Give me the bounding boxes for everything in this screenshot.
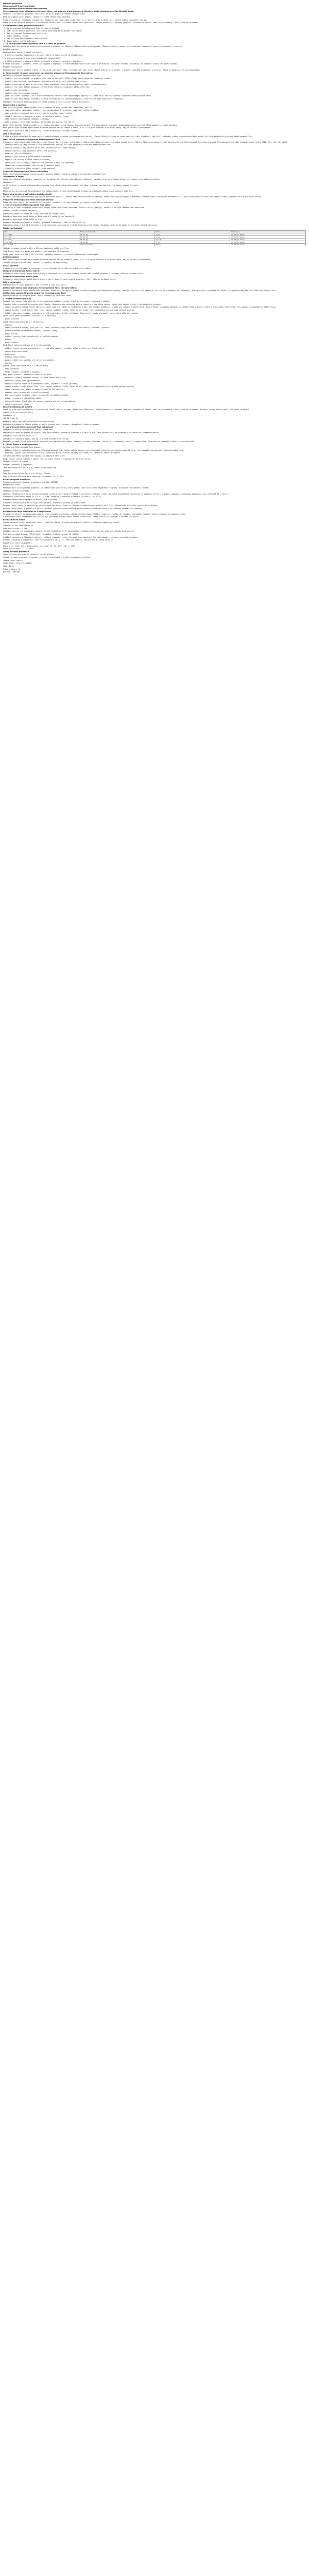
table-cell: 2,5 mg	[154, 239, 230, 241]
section-heading: Těhotenství a kojení	[3, 176, 24, 178]
paragraph: Kojení	[3, 187, 9, 190]
table-cell: 5-9 let	[4, 239, 79, 241]
paragraph: Biotransformace: Metoklopramid se metabolizuje v játrech.	[3, 498, 58, 501]
paragraph: Pokud se u Vás vyskytne kterýkoli z nežádoucích účinků, sdělte to svému lékaři nebo lékárníkovi. Stejně postupujte v případě jakýchkoli nežádoucích účinků, které nejsou uvedeny v této příbalové informaci.	[3, 22, 199, 24]
paragraph: Mezi jednotlivými dávkami metoklopramidu musíte dodržet odstup alespoň 6 hodin, a to i v případě zvracení a vyloučení dávky, aby se zabránilo předávkování.	[3, 259, 152, 261]
section-heading: Upozornění a opatření	[3, 104, 27, 106]
section-heading: Přípravek Metoclopramid Teva obsahuje laktózu	[3, 198, 54, 201]
paragraph: Informujte svého lékaře, pokud máte problémy s ledvinami. Jestliže máte středně závažné nebo závažné problémy s ledvinami, měla by se dávka snížit.	[3, 273, 144, 275]
paragraph: Jiné lékové formy/síly mohou být vhodnější pro podávání této populaci.	[3, 250, 71, 252]
paragraph: Prevence opožděné nevolnosti a zvracení způsobené chemoterapií (děti ve věku 1-18 let)	[3, 221, 86, 224]
paragraph: Informujte svého lékaře, pokud máte problémy s játry. Jestliže máte závažné problémy s játry, měla by se dávka snížit.	[3, 278, 116, 281]
paragraph: Ponechte si příbalovou informaci pro případ, že si ji budete potřebovat přečíst znovu.	[3, 13, 86, 15]
paragraph: Během léčby metoklopramidem nepijte alkohol, protože zvyšuje sedativní účinek přípravku Metoclopramid Teva.	[3, 173, 106, 175]
paragraph: - jestliže máte krvácení, neprůchodnost nebo perforaci (protržení) žaludku nebo střeva,	[3, 80, 87, 82]
paragraph: Neužívejte přípravek Metoclopramid Teva	[3, 74, 41, 77]
paragraph: Tento přípravek byl předepsán výhradně Vám. Nedávejte jej žádné další osobě. Mohl by jí ublížit, a to i tehdy, má-li stejné známky onemocnění jako Vy.	[3, 19, 147, 21]
paragraph: Nepodávejte přípravek Metoclopramid Teva dětem mladším 1 roku (viz níže Děti a dospívající).	[3, 100, 92, 103]
paragraph: - nekontrolovatelné pohyby, jako jsou tiky, třes, kroutivé pohyby nebo svalové kontraktury (ztuhlost, rigidita),	[3, 327, 111, 329]
document-section	[3, 298, 306, 405]
paragraph: - pomalý srdeční tep (zejména při nitrožilním podání),	[3, 359, 55, 361]
paragraph: Nevyhazujte žádné léčivé přípravky do odpadních vod nebo domácího odpadu. Zeptejte se svého lékárníka, jak naložit s přípravky, které již nepoužíváte. Tato opatření pomáhají chránit životní prostředí.	[3, 440, 195, 443]
paragraph: - jestliže jste někdy měl(a) abnormální hladiny krevního barviva (methemoglobinemii) nebo deficit NADH cytochrom-b5 reduktázy.	[3, 98, 124, 100]
paragraph: Metoklopramid se nesmí používat u dětí mladších 1 roku (viz bod 2).	[3, 283, 67, 286]
document-section	[3, 519, 306, 550]
section-heading: Farmaceutické údaje	[3, 519, 25, 521]
paragraph: Léková forma: tableta	[3, 559, 24, 562]
section-heading: 3. Jak se přípravek Metoclopramid Teva užívá	[3, 204, 50, 207]
paragraph: Státní ústav pro kontrolu léčiv	[3, 411, 33, 414]
section-heading: Starší pacienti	[3, 264, 19, 267]
header-line: Metoclopramidi hydrochloridum monohydricum	[3, 7, 47, 10]
paragraph: Doporučená jednotlivá dávka je 10 mg, opakovaně až třikrát denně.	[3, 212, 66, 215]
paragraph: V závislosti na problémech s ledvinami, játry a celkovém zdraví může být nutné snížit dávku.	[3, 267, 92, 269]
table-cell: Více než 60 kg	[79, 244, 154, 246]
paragraph: - jste někdy měl(a) abnormální srdeční rytmus (prodloužení QT intervalu) nebo jiné srdeční problémy,	[3, 109, 99, 112]
table-row	[4, 244, 306, 246]
document-section	[3, 426, 306, 443]
paragraph: - deprese,	[3, 324, 13, 326]
paragraph: Porucha funkce ledvin: U pacientů se závažnou poruchou funkce ledvin se clearance metoklopramidu snižuje až o 70 % a plazmatický eliminační poločas se prodlužuje.	[3, 504, 159, 507]
paragraph: - Pomocnými látkami jsou monohydrát laktózy, kukuřičný škrob, koloidní bezvodý oxid křemičitý, želatina, magnesium-stearát.	[3, 452, 122, 454]
paragraph: - vysoká horečka, vysoký krevní tlak, křeče, pocení, zvýšené slinění. Mohou to být známky stavu nazývaného neuroleptický maligní syndrom,	[3, 385, 135, 388]
paragraph: - jestliže máte epilepsii,	[3, 89, 28, 92]
paragraph: Cesta podání: perorální podání	[3, 562, 32, 565]
paragraph: Okamžitě kontaktujte svého lékaře nebo lékárníka. Mohou se u Vás objevit nekontrolovatelné pohyby (extrapyramidové poruchy), mohl(a) byste se cítit ospalý(á), mít potíže s vědomím, být zmatený(á), mít halucinace a problémy se srdcem. V případě potřeby Vám lékař může tyto účinky léčit.	[3, 289, 277, 292]
paragraph: Maximální doporučená denní dávka je 30 mg nebo 0,5 mg/kg tělesné hmotnosti.	[3, 215, 75, 218]
paragraph: Pokud Vám lékař sdělil, že nesnášíte některé cukry, poraďte se se svým lékařem, než začnete tento léčivý přípravek užívat.	[3, 201, 121, 204]
section-heading: Způsob podání	[3, 256, 19, 259]
paragraph: - příznaky podobné Parkinsonově chorobě (rigidita, třes),	[3, 329, 58, 332]
paragraph: - jestliže máte nebo by mohl(a) mít vzácný nádor nadledvin, který se nachází blízko ledvin (feochromocytom),	[3, 83, 107, 86]
section-heading: Děti a dospívající	[3, 132, 21, 135]
paragraph: Jak přípravek Metoclopramid Teva vypadá a co obsahuje toto balení	[3, 455, 66, 457]
document-section	[3, 287, 306, 292]
table-cell: Až 3krát denně	[230, 244, 306, 246]
paragraph: - máte jakékoli neurologické (mozkové) problémy,	[3, 118, 49, 121]
document-body	[3, 7, 306, 573]
paragraph: - abnormální rozvoj prsů (gynekomastie),	[3, 379, 42, 382]
paragraph: - změny srdečního tepu, které se mohou projevit na EKG vyšetření,	[3, 388, 66, 391]
paragraph: - máte problémy s játry nebo ledvinami. Dávka může být snížena (viz bod 3).	[3, 121, 75, 124]
paragraph: - zvýšené hladiny hormonu prolaktinu v krvi, což může způsobit: produkci mléka u mužů a žen, které nekojí,	[3, 347, 105, 350]
paragraph: Časté (mohou postihnout až 1 z 10 pacientů)	[3, 320, 45, 323]
paragraph: Tato příbalová informace byla naposledy revidována: 12. 3. 2020	[3, 475, 64, 478]
paragraph: Inkompatibility: Neuplatňuje se.	[3, 524, 34, 527]
section-heading: Další léčivé přípravky a přípravek Metoclopramid Teva	[3, 138, 60, 141]
section-heading: Dospělí se zhoršenou funkcí jater	[3, 276, 38, 278]
paragraph: - svědění nebo kožní vyrážka, otok obličeje, rtů nebo hrdla, obtíže s dýcháním. Mohou to být známky alergické reakce, která může být závažná.	[3, 312, 139, 314]
paragraph: - křeče (zejména u pacientů s epilepsií).	[3, 370, 43, 373]
paragraph: Máte-li jakékoli další otázky, zeptejte se svého lékaře nebo lékárníka.	[3, 15, 72, 18]
document-section	[3, 199, 306, 204]
paragraph: - anticholinergika (léky užívané ke zmírnění žaludečních křečí nebo spasmů),	[3, 147, 76, 149]
paragraph: - jakékoli léky užívané k léčbě duševních problémů,	[3, 156, 52, 158]
section-heading: Výdej léčivého přípravku	[3, 551, 29, 553]
paragraph: V dlouhodobé studii kancerogenity u potkanů byl pozorován zvýšený výskyt nádorů mléčné žlázy, které souvisí se zvýšenými hladinami prolaktinu.	[3, 516, 140, 518]
paragraph: Teva Pharmaceuticals CR, s.r.o., Praha, Česká republika	[3, 466, 56, 469]
paragraph: Mechanismus účinku	[3, 484, 21, 486]
table-cell: 2 mg	[154, 236, 230, 239]
paragraph: - jestliže máte Parkinsonovu chorobu,	[3, 92, 39, 94]
document-section	[3, 551, 306, 573]
section-heading: 4. Možné nežádoucí účinky	[3, 297, 31, 300]
paragraph: Ve studiích toxicity po opakovaném podávání a ve studiích genotoxicity nebyly zjištěny žádné zvláštní riziko pro člověka. Ve studiích reprodukční toxicity nebyly prokázány teratogenní účinky.	[3, 513, 186, 515]
paragraph: - Léčivou látkou je metoclopramidi hydrochloridum monohydricum. Jedna tableta obsahuje metoclopramidi hydrochloridum monohydricum 10,54 mg, což odpovídá metoclopramidi hydrochloridum 10 mg.	[3, 449, 185, 451]
paragraph: - šok (silný pokles krevního tlaku) (zejména při nitrožilním podání),	[3, 394, 70, 397]
document-section	[3, 406, 306, 426]
paragraph: Podobně jako všechny léky může mít i tento přípravek nežádoucí účinky, které se ale nemusí vyskytnout u každého.	[3, 300, 111, 302]
paragraph: - abnormální hladiny krevního barviva, což může změnit barvu kůže,	[3, 377, 66, 379]
document-section	[3, 171, 306, 175]
document-section	[3, 25, 306, 42]
paragraph: Výrobce	[3, 469, 10, 472]
paragraph: Farmakokinetické vlastnosti	[3, 489, 29, 492]
paragraph: Zvláštní opatření pro likvidaci přípravku: Veškerý nepoužitý léčivý přípravek nebo odpad musí být zlikvidován v souladu s místními požadavky.	[3, 536, 139, 538]
section-heading: 2. Čemu musíte věnovat pozornost, než začnete přípravek Metoclopramid Teva užívat	[3, 72, 93, 74]
paragraph: Vzácné (mohou postihnout až 1 z 1 000 pacientů)	[3, 365, 48, 367]
toc-item: 5. Jak přípravek Metoclopramid Teva uchovávat	[4, 38, 47, 40]
paragraph: Tablety se nemají užívat u dětí s tělesnou hmotností nižší než 61 kg.	[3, 247, 70, 250]
document-section	[3, 281, 306, 286]
paragraph: Nepoužívejte tento přípravek po uplynutí doby použitelnosti uvedené na krabičce a blistru za EXP. Doba použitelnosti se vztahuje k poslednímu dni uvedeného měsíce.	[3, 432, 160, 434]
paragraph: Druh obalu a obsah balení: PVC/Al blistr, krabička. Velikost balení: 50 tablet.	[3, 533, 79, 535]
toc-item: 4. Možné nežádoucí účinky	[4, 35, 28, 37]
paragraph: 100 41 Praha 10	[3, 417, 18, 420]
paragraph: - mdloby (zejména při nitrožilním podání),	[3, 397, 44, 400]
paragraph: - alergie.	[3, 362, 13, 364]
paragraph: Seznam pomocných látek: monohydrát laktózy, kukuřičný škrob, koloidní bezvodý oxid křemičitý, želatina, magnesium-stearát.	[3, 521, 121, 524]
paragraph: Mezi jednotlivými dávkami metoklopramidu musíte dodržet odstup alespoň 6 hodin, a to i v případě zvracení a vyloučení dávky, aby se zabránilo předávkování.	[3, 127, 152, 129]
paragraph: - průjem,	[3, 338, 12, 341]
paragraph: Zvláštní opatření pro uchovávání: Uchovávejte při teplotě do 25 °C. Uchovávejte v původním obalu, aby byl přípravek chráněn před světlem.	[3, 530, 135, 533]
document-section	[3, 104, 306, 132]
table-header-cell: Dávka	[154, 231, 230, 233]
paragraph: Nahlášením nežádoucích účinků můžete přispět k získání více informací o bezpečnosti tohoto přípravku.	[3, 423, 100, 426]
paragraph: Držitel rozhodnutí o registraci: Teva Pharmaceuticals CR, s.r.o., Radlická 3185/1c, 150 00 Praha 5, Česká republika	[3, 539, 114, 541]
document-section	[3, 227, 306, 256]
paragraph: Dospělá populace	[3, 48, 19, 50]
toc-item: 2. Čemu musíte věnovat pozornost, než začnete přípravek Metoclopramid Teva užívat	[4, 30, 82, 32]
paragraph: Vždy užívejte tento přípravek přesně podle pokynů svého lékaře nebo lékárníka. Pokud si nejste jistý(á), poraďte se se svým lékařem nebo lékárníkem.	[3, 207, 145, 209]
paragraph: - digoxin (lék užívaný k léčbě srdečního selhání),	[3, 158, 52, 161]
paragraph: - k prevenci opožděné nevolnosti a zvracení, které se mohou objevit po chemoterapii,	[3, 54, 84, 57]
section-heading: 6. Obsah balení a další informace	[3, 443, 38, 446]
paragraph: - nepravidelné menstruace,	[3, 350, 28, 352]
document-section	[3, 72, 306, 104]
paragraph: Šrobárova 48	[3, 414, 15, 417]
paragraph: - pocit slabosti.	[3, 341, 20, 344]
paragraph: Uchovávejte při teplotě do 25 °C.	[3, 434, 35, 437]
paragraph: - vysoká horečka, vysoký krevní tlak, křeče, pocení, zvýšené slinění. Mohou to být známky stavu nazývaného neuroleptický maligní syndrom.	[3, 309, 135, 312]
paragraph: Metoclopramid Teva se používá u dětí (ve věku 1-18 let) pouze tehdy, jestliže jiné léky nejsou účinné nebo je nelze použít, k prevenci opožděné nevolnosti a zvracení, které se mohou objevit po chemoterapii.	[3, 69, 201, 71]
paragraph: Distribuce: Distribuční objem je 2,2 až 3,4 l/kg. Vazba na plazmatické bílkoviny je nízká (13 až 22 %).	[3, 496, 102, 498]
table-cell: 1 mg	[154, 233, 230, 236]
paragraph: - deriváty morfinu (léky užívané k léčbě silné bolesti),	[3, 149, 57, 152]
document-section	[3, 276, 306, 280]
document-section	[3, 133, 306, 138]
paragraph: Metoclopramid Teva se u dospělých používá:	[3, 51, 44, 54]
paragraph: - mivakurium a suxamethonium (léky užívané k uvolnění svalů),	[3, 164, 62, 167]
paragraph: Kód SÚKL: 0002148	[3, 571, 20, 573]
paragraph: Bílé, kulaté, ploché tablety s půlicí rýhou na jedné straně a vyraženým „M“ na druhé straně.	[3, 457, 92, 460]
paragraph: - máte problémy s hladinami solí v krvi, jako je draslík, sodík a hořčík,	[3, 112, 73, 114]
section-heading: Dospělí se zhoršenou funkcí ledvin	[3, 270, 40, 273]
paragraph: Doporučená dávka je 0,1 až 0,15 mg/kg tělesné hmotnosti, opakovaně až třikrát denně perorálně (ústy). Maximální dávka za 24 hodin je 0,5 mg/kg tělesné hmotnosti.	[3, 224, 158, 227]
table-cell: 5 mg	[154, 241, 230, 244]
paragraph: Přerušte léčbu a okamžitě informujte svého lékaře, lékárníka nebo zdravotní sestru, pokud se u Vás během užívání tohoto léku objeví některý z následujících příznaků:	[3, 303, 162, 306]
section-heading: Hlášení nežádoucích účinků	[3, 406, 32, 409]
paragraph: Datum první registrace / prodloužení registrace: 14. 12. 1970 / 28. 1. 2015	[3, 545, 75, 547]
paragraph: Léčba nesmí trvat déle než 5 dní k prevenci opožděné nevolnosti a zvracení způsobených chemoterapií.	[3, 253, 99, 256]
paragraph: - jestliže jste někdy měl(a) mimovolní svalové křeče (tardivní dyskinezi) během léčby léky,	[3, 86, 91, 89]
paragraph: Velikost balení: 50 tablet.	[3, 461, 29, 463]
paragraph: - pocit ospalosti.	[3, 318, 21, 320]
table-cell: Až 3krát denně	[230, 236, 306, 239]
section-heading: 1. Co je přípravek Metoclopramid Teva a k čemu se používá	[3, 43, 65, 45]
paragraph: Co přípravek Metoclopramid Teva obsahuje	[3, 446, 42, 448]
toc-item: 3. Jak se přípravek Metoclopramid Teva užívá	[4, 32, 46, 35]
paragraph: Webové stránky: www.sukl.cz/nahlasit-nezadouci-ucinek	[3, 420, 54, 423]
paragraph: Uchovávejte tento přípravek mimo dohled a dosah dětí.	[3, 429, 54, 431]
section-heading: Dávkovací tabulka	[3, 227, 23, 230]
paragraph: - velmi vysoký krevní tlak.	[3, 403, 29, 405]
document-section	[3, 270, 306, 275]
paragraph: - jestliže jste alergický(á) na metoklopramid nebo na kteroukoli další složku tohoto přípravku (uvedenou v bodě 6),	[3, 77, 114, 80]
paragraph: - fluoxetin a paroxetin (léky užívané k léčbě deprese).	[3, 167, 56, 170]
toc-item: 6. Obsah balení a další informace	[4, 40, 36, 42]
paragraph: - k prevenci nevolnosti a zvracení způsobených radioterapií,	[3, 57, 61, 60]
paragraph: Velmi časté (mohou postihnout více než 1 z 10 pacientů)	[3, 315, 56, 317]
paragraph: Pokud jste těhotná nebo kojíte, domníváte se, že můžete být těhotná, nebo plánujete otěhotnět, poraďte se se svým lékařem dříve, než začnete tento přípravek užívat.	[3, 178, 161, 181]
paragraph: Všechny indikace (dospělí pacienti)	[3, 209, 37, 212]
document-section	[3, 176, 306, 192]
paragraph: Registrační číslo: 20/021/70-C	[3, 542, 32, 545]
paragraph: Metoklopramid je antagonista dopaminu s antiemetickými vlastnostmi, který působí také na periferní dopaminové receptory. Urychluje vyprazdňování žaludku.	[3, 487, 150, 489]
paragraph: U dětí a mladých dospělých se mohou objevit nekontrolovatelné pohyby (extrapyramidové poruchy). Tento léčivý přípravek se nesmí používat u dětí mladších 1 roku kvůli zvýšenému riziku nekontrolovatelných pohybů (viz výše Neužívejte přípravek Metoclopramid Teva).	[3, 135, 254, 138]
section-heading: 5. Jak přípravek Metoclopramid Teva uchovávat	[3, 426, 53, 429]
paragraph: Držitel rozhodnutí o registraci	[3, 464, 33, 466]
paragraph: - jestliže užíváte levodopu (lék k léčbě Parkinsonovy choroby) nebo dopaminergní agonisty (viz níže Další léčivé přípravky a přípravek Metoclopramid Teva),	[3, 95, 152, 97]
table-cell: 9-18 let	[4, 241, 79, 244]
paragraph: Uchovávejte v původním obalu, aby byl přípravek chráněn před světlem.	[3, 437, 70, 440]
section-heading: Jestliže jste zapomněl(a) užít přípravek Metoclopramid Teva	[3, 292, 66, 295]
paragraph: - cyklosporin (lék užívaný k léčbě určitých problémů s imunitním systémem),	[3, 161, 75, 164]
table-cell: Až 3krát denně	[230, 233, 306, 236]
table-cell: 20-29 kg	[79, 239, 154, 241]
paragraph: - sedativa (léky na uklidnění),	[3, 152, 33, 155]
table-header-cell: Věk	[4, 231, 79, 233]
paragraph: - snížená úroveň vědomí,	[3, 356, 26, 359]
table-cell: 10 mg	[154, 244, 230, 246]
paragraph: - mimovolní svalové křeče po dlouhodobém užívání, zejména u starších pacientů,	[3, 382, 78, 385]
paragraph: Eliminace: Metoklopramid se vylučuje převážně močí. Eliminační poločas je 5 až 6 hodin.	[3, 501, 87, 504]
section-heading: Farmakologické vlastnosti	[3, 478, 30, 481]
paragraph: Během kojení se přípravek Metoclopramid Teva nedoporučuje, protože metoklopramid přechází do mateřského mléka a může ovlivnit Vaše dítě.	[3, 190, 134, 193]
paragraph: Teva Operations Poland Sp. z o.o., Krakov, Polsko	[3, 472, 50, 475]
paragraph: - nekontrolovatelné pohyby (často zahrnující hlavu nebo krk). Mohou se vyskytnout u dětí nebo mladých dospělých, zejména při užívání vysokých dávek. Tyto příznaky se obvykle objevují na začátku léčby a mohou se objevit i po podání jedné dávky. Tyto pohyby po odpovídající léčbě vymizí.	[3, 306, 277, 309]
section-heading: Děti a dospívající	[3, 281, 21, 283]
paragraph: Informujte svého lékaře nebo lékárníka o všech lécích, které užíváte, které jste v nedávné době užíval(a) nebo které možná budete užívat. Některé léky totiž mohou ovlivnit účinek přípravku Metoclopramid Teva nebo přípravek Metoclopramid Teva může ovlivnit účinek jiných léků. Mezi tyto léky patří:	[3, 141, 288, 143]
document-header	[3, 3, 306, 10]
table-cell: Až 3krát denně	[230, 239, 306, 241]
table-cell: 15-18 let	[4, 244, 79, 246]
header-line: Metoclopramid Teva 10 mg tablety	[3, 5, 36, 7]
paragraph: Farmakoterapeutická skupina: propulziva, ATC kód: A03FA01	[3, 481, 58, 483]
table-cell: 1-3 roky	[4, 233, 79, 236]
paragraph: Datum revize textu: 12. 3. 2020	[3, 548, 33, 550]
document-title: Návod k přípravku	[3, 3, 23, 5]
table-header-cell: Frekvence	[230, 231, 306, 233]
document-section	[3, 204, 306, 226]
paragraph: Po užití přípravku Metoclopramid Teva můžete pociťovat ospalost, závratě nebo nekontrolovatelné záškuby, trhavé nebo svíjivé pohyby a abnormální svalové napětí způsobující deformaci těla. Tyto účinky mohou ovlivnit Vaše vidění a také schopnost řídit a obsluhovat stroje.	[3, 195, 262, 198]
paragraph: - stav zmatenosti,	[3, 368, 21, 370]
table-cell: 3-5 let	[4, 236, 79, 239]
dosage-table	[3, 230, 306, 246]
paragraph: Méně časté (mohou postihnout až 1 ze 100 pacientů)	[3, 344, 52, 347]
paragraph: - alergická reakce, která může být závažná (zejména při nitrožilním podání),	[3, 400, 76, 402]
document-section	[3, 256, 306, 264]
table-cell: 15-19 kg	[79, 236, 154, 239]
paragraph: Před užitím přípravku Metoclopramid Teva se poraďte se svým lékařem nebo lékárníkem, jestliže:	[3, 106, 94, 109]
document-section	[3, 265, 306, 269]
paragraph: Výdej léčivého přípravku je vázán na lékařský předpis.	[3, 553, 55, 556]
toc-item: 1. Co je přípravek Metoclopramid Teva a k čemu se používá	[4, 27, 59, 29]
section-heading: Přípravek Metoclopramid Teva s alkoholem	[3, 170, 48, 173]
document-section	[3, 139, 306, 170]
paragraph: Léčba nesmí trvat déle než 3 měsíce kvůli riziku mimovolního svalového škubání.	[3, 130, 79, 132]
paragraph: Během léčby Vám může lékař provádět krevní testy, aby zkontroloval hladiny krevního barviva. Při abnormálních hladinách (methemoglobinemie) musí být léčba okamžitě a trvale ukončena.	[3, 124, 178, 126]
paragraph: Nezdvojnásobujte následující dávku, abyste nahradil(a) vynechanou dávku.	[3, 295, 73, 297]
document-section	[3, 193, 306, 198]
section-heading: Řízení dopravních prostředků a obsluha strojů	[3, 193, 52, 195]
paragraph: - užíváte jiné léky, o kterých je známo, že ovlivňují srdeční rytmus,	[3, 115, 70, 117]
paragraph: - pocit neklidu,	[3, 332, 19, 335]
paragraph: Tablety zapijte sklenicí vody. Tabletu lze rozdělit na stejné dávky.	[3, 261, 68, 264]
section-heading: Co naleznete v této příbalové informaci	[3, 25, 45, 27]
paragraph: - k léčbě nevolnosti a zvracení včetně nevolnosti a zvracení spojených s migrénou.	[3, 60, 82, 62]
section-heading: Předklinické údaje vztahující se k bezpečnosti	[3, 510, 52, 513]
paragraph: Pediatrická populace	[3, 66, 23, 69]
paragraph: Pokud se u Vás vyskytne kterýkoli z nežádoucích účinků, sdělte to svému lékaři nebo lékárníkovi. Stejně postupujte v případě jakýchkoli nežádoucích účinků, které nejsou uvedeny v této příbalové informaci. Nežádoucí účinky můžete hlásit také přímo na adresu:	[3, 409, 250, 411]
document-section	[3, 43, 306, 71]
table-cell: 30-60 kg	[79, 241, 154, 244]
document-section	[3, 511, 306, 518]
paragraph: Není známo (četnost z dostupných údajů nelze určit)	[3, 374, 52, 376]
paragraph: Metoclopramid Teva patří do skupiny léků nazývaných antiemetika. Obsahuje léčivou látku metoklopramid. Působí na oblast v mozku, která zabraňuje nevolnosti (pocitu na zvracení) a zvracení.	[3, 45, 184, 48]
paragraph: Úhrada léčivého přípravku: Přípravek je hrazen z prostředků veřejného zdravotního pojištění.	[3, 556, 92, 558]
paragraph: Počet v balení: 50	[3, 568, 21, 570]
paragraph: Doba použitelnosti: 5 let.	[3, 527, 28, 530]
paragraph: - halucinace,	[3, 353, 16, 355]
paragraph: Síla: 10 mg	[3, 565, 14, 567]
document-section	[3, 444, 306, 478]
section-heading: Jestliže jste užil(a) více přípravku Metoclopramid Teva, než jste měl(a)	[3, 286, 77, 289]
paragraph: Maximální doporučená délka léčby je 5 dní.	[3, 218, 44, 221]
paragraph: K léčbě nevolnosti a zvracení, které jsou spojené s migrénou, je možné metoklopramid užívat spolu s perorálními léky proti bolesti (analgetiky) ke zlepšení účinku léků proti bolesti.	[3, 63, 178, 65]
table-header-cell: Tělesná hmotnost	[79, 231, 154, 233]
paragraph: - levodopa nebo jiné léky užívané k léčbě Parkinsonovy choroby (viz výše Neužívejte přípravek Metoclopramid Teva),	[3, 144, 113, 146]
paragraph: Těhotenství	[3, 181, 14, 184]
table-cell: 10-14 kg	[79, 233, 154, 236]
table-cell: Až 3krát denně	[230, 241, 306, 244]
paragraph: - zástava srdce (zejména při nitrožilním podání),	[3, 391, 50, 394]
paragraph: Porucha funkce jater: U pacientů s jaterní cirhózou byla pozorována kumulace metoklopramidu, která souvisela s 50% snížením plazmatické clearance.	[3, 507, 143, 510]
paragraph: - snížení krevního tlaku (zejména při nitrožilním podání),	[3, 335, 59, 338]
paragraph: Absorpce: Metoklopramid se po perorálním podání rychle a téměř úplně vstřebává z gastrointestinálního traktu. Maximální plazmatické koncentrace je dosaženo za 0,5 až 2 hodiny. Absolutní biologická dostupnost činí přibližně 80 ± 15,5 %.	[3, 493, 229, 495]
header-lines	[3, 5, 306, 10]
document-page	[0, 0, 309, 573]
paragraph: Je-li to nutné, je možné přípravek Metoclopramid Teva užívat během těhotenství. Váš lékař rozhodne, zda Vám tento lék můžete užívat či nikoli.	[3, 184, 140, 187]
document-section	[3, 479, 306, 510]
section-heading: Čtěte pozorně celou příbalovou informaci dříve, než začnete tento přípravek užívat, protože obsahuje pro Vás důležité údaje.	[3, 10, 134, 13]
